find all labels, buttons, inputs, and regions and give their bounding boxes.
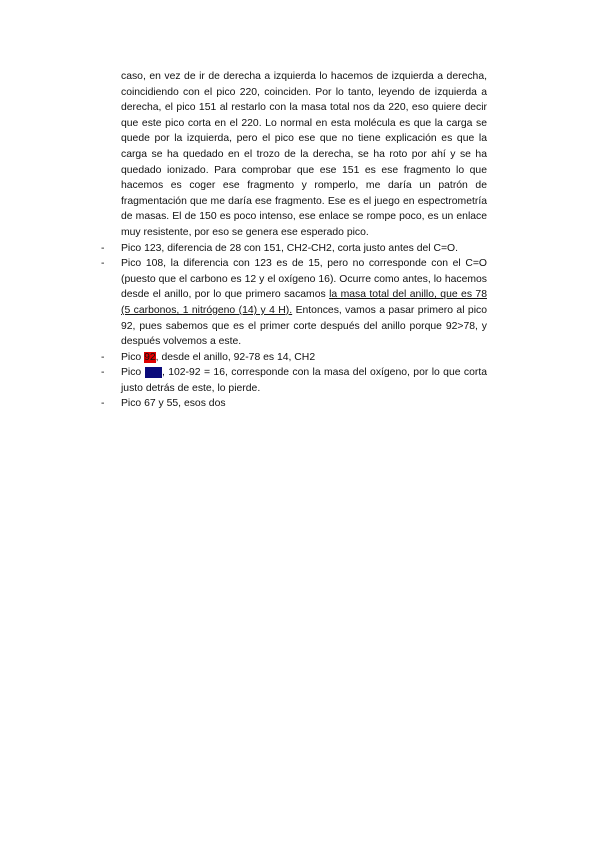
bullet-text: Entonces, vamos a pasar primero al pico 92, pues sabemos que es el primer corte después del anillo porque 92>78, y después volvemos a este.: [121, 304, 487, 348]
bullet-text: Pico: [121, 351, 145, 363]
bullet-text: Pico 108, la diferencia con 123 es de 15, pero no corresponde con el C=O (puesto que el carbono es 12 y el oxígeno 16). Ocurre como antes, lo hacemos desde el anillo, por lo que primero sacamos: [121, 258, 487, 301]
bullet-dash: -: [101, 351, 105, 363]
intro-paragraph: caso, en vez de ir de derecha a izquierda lo hacemos de izquierda a derecha, coincidiendo con el pico 220, coinciden. Por lo tanto, leyendo de izquierda a derecha, el pico 151 al restarlo con la masa total nos da 220, eso quiere decir que este pico corta en el 220. Lo normal en esta molécula es que la carga se quede por la izquierda, pero el pico ese que no tiene explicación es que la carga se ha quedado en el trozo de la derecha, se ha roto por ahí y se ha quedado ionizado. Para comprobar que ese 151 es ese fragmento lo que hacemos es coger ese fragmento y romperlo, me daría un patrón de fragmentación que me daría ese fragmento. Ese es el juego en espectrometría de masas. El de 150 es poco intenso, ese enlace se rompe poco, es un enlace muy resistente, por eso se genera ese esperado pico.: [121, 71, 487, 238]
list-item: [101, 365, 487, 396]
bullet-dash: -: [101, 258, 105, 270]
list-item: [101, 241, 487, 257]
bullet-text: Pico 67 y 55, esos dos: [121, 398, 226, 410]
list-item: [101, 256, 487, 350]
highlight-red: 92: [144, 351, 156, 363]
bullet-text: , 102-92 = 16, corresponde con la masa del oxígeno, por lo que corta justo detrás de este, lo pierde.: [121, 367, 487, 394]
bullet-text: Pico: [121, 367, 145, 379]
bullet-dash: -: [101, 242, 105, 254]
bullet-dash: -: [101, 367, 105, 379]
bullet-text: Pico 123, diferencia de 28 con 151, CH2-CH2, corta justo antes del C=O.: [121, 242, 459, 254]
highlight-blue: 102: [144, 367, 162, 379]
bullet-text: , desde el anillo, 92-78 es 14, CH2: [155, 351, 316, 363]
bullet-list: [101, 241, 487, 413]
document-body: [101, 69, 487, 412]
list-item: [101, 350, 487, 366]
underlined-text: la masa total del anillo, que es 78 (5 carbonos, 1 nitrógeno (14) y 4 H).: [121, 289, 487, 316]
list-item: [101, 396, 487, 412]
bullet-dash: -: [101, 398, 105, 410]
